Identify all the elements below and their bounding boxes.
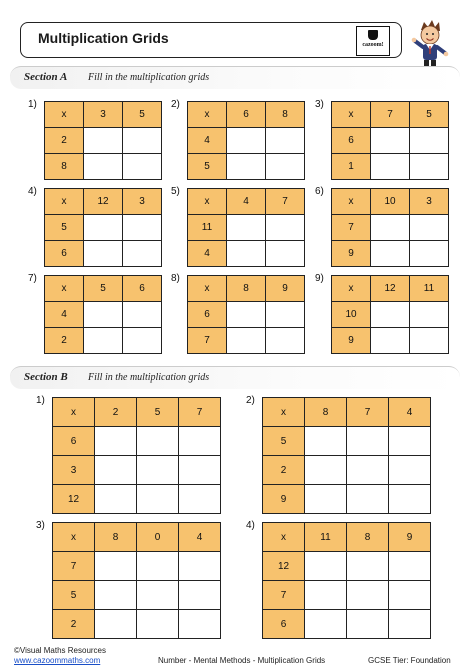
grid-corner: x bbox=[53, 523, 95, 552]
answer-cell[interactable] bbox=[137, 610, 179, 639]
grid-row-header: 2 bbox=[45, 128, 84, 154]
multiplication-grid bbox=[52, 522, 221, 639]
grid-column-header: 8 bbox=[347, 523, 389, 552]
grid-column-header: 12 bbox=[371, 276, 410, 302]
answer-cell[interactable] bbox=[95, 456, 137, 485]
grid-corner: x bbox=[332, 102, 371, 128]
answer-cell[interactable] bbox=[227, 128, 266, 154]
section-a-bar bbox=[10, 66, 460, 89]
multiplication-grid bbox=[262, 522, 431, 639]
grid-row bbox=[53, 398, 221, 427]
grid-row bbox=[53, 523, 221, 552]
answer-cell[interactable] bbox=[137, 552, 179, 581]
grid-row bbox=[332, 102, 449, 128]
grid-row bbox=[332, 215, 449, 241]
grid-row bbox=[45, 102, 162, 128]
answer-cell[interactable] bbox=[305, 456, 347, 485]
grid-column-header: 7 bbox=[347, 398, 389, 427]
grid-row bbox=[263, 552, 431, 581]
grid-column-header: 7 bbox=[371, 102, 410, 128]
answer-cell[interactable] bbox=[371, 215, 410, 241]
grid-row bbox=[332, 328, 449, 354]
answer-cell[interactable] bbox=[371, 154, 410, 180]
answer-cell[interactable] bbox=[84, 241, 123, 267]
answer-cell[interactable] bbox=[84, 128, 123, 154]
multiplication-grid bbox=[44, 101, 162, 180]
answer-cell[interactable] bbox=[266, 128, 305, 154]
grid-row bbox=[53, 485, 221, 514]
answer-cell[interactable] bbox=[123, 302, 162, 328]
answer-cell[interactable] bbox=[266, 241, 305, 267]
grid-column-header: 7 bbox=[266, 189, 305, 215]
answer-cell[interactable] bbox=[389, 552, 431, 581]
answer-cell[interactable] bbox=[95, 610, 137, 639]
answer-cell[interactable] bbox=[305, 485, 347, 514]
grid-row-header: 6 bbox=[263, 610, 305, 639]
grid-column-header: 9 bbox=[266, 276, 305, 302]
grid-row-header: 7 bbox=[53, 552, 95, 581]
answer-cell[interactable] bbox=[266, 328, 305, 354]
grid-column-header: 6 bbox=[227, 102, 266, 128]
grid-row-header: 4 bbox=[188, 241, 227, 267]
answer-cell[interactable] bbox=[123, 128, 162, 154]
answer-cell[interactable] bbox=[410, 328, 449, 354]
section-a-label: Section A bbox=[24, 71, 68, 83]
grid-column-header: 3 bbox=[123, 189, 162, 215]
grid-row bbox=[53, 610, 221, 639]
multiplication-grid bbox=[331, 188, 449, 267]
answer-cell[interactable] bbox=[347, 427, 389, 456]
footer-link[interactable] bbox=[14, 656, 100, 665]
answer-cell[interactable] bbox=[266, 302, 305, 328]
grid-row bbox=[45, 154, 162, 180]
grid-row-header: 9 bbox=[332, 328, 371, 354]
answer-cell[interactable] bbox=[84, 215, 123, 241]
grid-column-header: 8 bbox=[227, 276, 266, 302]
grid-column-header: 5 bbox=[123, 102, 162, 128]
grid-column-header: 2 bbox=[95, 398, 137, 427]
answer-cell[interactable] bbox=[179, 427, 221, 456]
answer-cell[interactable] bbox=[410, 215, 449, 241]
grid-row bbox=[45, 328, 162, 354]
multiplication-grid bbox=[187, 275, 305, 354]
answer-cell[interactable] bbox=[305, 610, 347, 639]
grid-column-header: 11 bbox=[410, 276, 449, 302]
grid-row bbox=[188, 276, 305, 302]
grid-row bbox=[332, 154, 449, 180]
grid-row-header: 9 bbox=[332, 241, 371, 267]
answer-cell[interactable] bbox=[371, 302, 410, 328]
answer-cell[interactable] bbox=[305, 552, 347, 581]
question-number: 4) bbox=[246, 520, 255, 531]
grid-column-header: 11 bbox=[305, 523, 347, 552]
grid-row bbox=[45, 241, 162, 267]
grid-row bbox=[188, 328, 305, 354]
answer-cell[interactable] bbox=[389, 610, 431, 639]
answer-cell[interactable] bbox=[410, 302, 449, 328]
grid-corner: x bbox=[332, 276, 371, 302]
grid-row-header: 5 bbox=[263, 427, 305, 456]
grid-row-header: 7 bbox=[263, 581, 305, 610]
answer-cell[interactable] bbox=[347, 610, 389, 639]
question-number: 2) bbox=[246, 395, 255, 406]
grid-row bbox=[188, 241, 305, 267]
question-number: 8) bbox=[171, 273, 180, 284]
grid-row bbox=[45, 215, 162, 241]
question-number: 5) bbox=[171, 186, 180, 197]
answer-cell[interactable] bbox=[137, 427, 179, 456]
answer-cell[interactable] bbox=[84, 302, 123, 328]
page-title: Multiplication Grids bbox=[38, 30, 169, 46]
grid-row bbox=[53, 552, 221, 581]
question-number: 3) bbox=[315, 99, 324, 110]
grid-corner: x bbox=[188, 276, 227, 302]
answer-cell[interactable] bbox=[84, 328, 123, 354]
grid-row bbox=[53, 456, 221, 485]
grid-row-header: 2 bbox=[45, 328, 84, 354]
grid-column-header: 4 bbox=[179, 523, 221, 552]
answer-cell[interactable] bbox=[227, 215, 266, 241]
grid-row-header: 4 bbox=[188, 128, 227, 154]
grid-row bbox=[263, 398, 431, 427]
cazoom-logo bbox=[356, 26, 390, 56]
grid-column-header: 5 bbox=[137, 398, 179, 427]
multiplication-grid bbox=[52, 397, 221, 514]
answer-cell[interactable] bbox=[410, 154, 449, 180]
grid-column-header: 10 bbox=[371, 189, 410, 215]
grid-column-header: 5 bbox=[84, 276, 123, 302]
answer-cell[interactable] bbox=[95, 427, 137, 456]
grid-column-header: 12 bbox=[84, 189, 123, 215]
grid-row bbox=[188, 215, 305, 241]
grid-row bbox=[45, 302, 162, 328]
grid-row bbox=[332, 128, 449, 154]
footer-copyright: ©Visual Maths Resources bbox=[14, 646, 107, 655]
grid-column-header: 6 bbox=[123, 276, 162, 302]
grid-row bbox=[188, 302, 305, 328]
answer-cell[interactable] bbox=[227, 241, 266, 267]
answer-cell[interactable] bbox=[95, 581, 137, 610]
answer-cell[interactable] bbox=[410, 128, 449, 154]
answer-cell[interactable] bbox=[179, 610, 221, 639]
grid-corner: x bbox=[45, 102, 84, 128]
answer-cell[interactable] bbox=[371, 241, 410, 267]
question-number: 2) bbox=[171, 99, 180, 110]
grid-row bbox=[188, 102, 305, 128]
grid-row-header: 10 bbox=[332, 302, 371, 328]
footer-topic: Number - Mental Methods - Multiplication Grids bbox=[158, 656, 326, 665]
answer-cell[interactable] bbox=[123, 215, 162, 241]
answer-cell[interactable] bbox=[389, 456, 431, 485]
grid-corner: x bbox=[263, 398, 305, 427]
answer-cell[interactable] bbox=[347, 581, 389, 610]
multiplication-grid bbox=[262, 397, 431, 514]
answer-cell[interactable] bbox=[371, 328, 410, 354]
grid-row bbox=[332, 241, 449, 267]
grid-row bbox=[53, 581, 221, 610]
grid-row bbox=[188, 189, 305, 215]
answer-cell[interactable] bbox=[137, 485, 179, 514]
answer-cell[interactable] bbox=[266, 215, 305, 241]
grid-row-header: 6 bbox=[332, 128, 371, 154]
grid-row bbox=[263, 427, 431, 456]
grid-column-header: 7 bbox=[179, 398, 221, 427]
answer-cell[interactable] bbox=[179, 581, 221, 610]
grid-row bbox=[45, 276, 162, 302]
answer-cell[interactable] bbox=[305, 427, 347, 456]
question-number: 9) bbox=[315, 273, 324, 284]
answer-cell[interactable] bbox=[389, 581, 431, 610]
logo-text: cazoom! bbox=[362, 42, 384, 48]
grid-row-header: 1 bbox=[332, 154, 371, 180]
question-number: 3) bbox=[36, 520, 45, 531]
grid-corner: x bbox=[188, 102, 227, 128]
grid-column-header: 3 bbox=[410, 189, 449, 215]
grid-row bbox=[263, 610, 431, 639]
grid-row bbox=[53, 427, 221, 456]
grid-row bbox=[263, 485, 431, 514]
question-number: 1) bbox=[28, 99, 37, 110]
grid-corner: x bbox=[45, 276, 84, 302]
answer-cell[interactable] bbox=[347, 552, 389, 581]
grid-row-header: 5 bbox=[188, 154, 227, 180]
grid-corner: x bbox=[263, 523, 305, 552]
footer-link-text[interactable]: www.cazoommaths.com bbox=[14, 656, 101, 665]
answer-cell[interactable] bbox=[347, 485, 389, 514]
logo-glyph-icon bbox=[368, 30, 378, 40]
grid-row bbox=[332, 302, 449, 328]
question-number: 4) bbox=[28, 186, 37, 197]
multiplication-grid bbox=[331, 101, 449, 180]
section-a-instruction: Fill in the multiplication grids bbox=[88, 72, 210, 83]
answer-cell[interactable] bbox=[137, 581, 179, 610]
grid-column-header: 8 bbox=[266, 102, 305, 128]
grid-column-header: 8 bbox=[95, 523, 137, 552]
grid-column-header: 8 bbox=[305, 398, 347, 427]
answer-cell[interactable] bbox=[371, 128, 410, 154]
answer-cell[interactable] bbox=[389, 427, 431, 456]
grid-corner: x bbox=[53, 398, 95, 427]
grid-row bbox=[263, 581, 431, 610]
answer-cell[interactable] bbox=[179, 485, 221, 514]
grid-row-header: 8 bbox=[45, 154, 84, 180]
grid-row bbox=[263, 523, 431, 552]
answer-cell[interactable] bbox=[179, 456, 221, 485]
multiplication-grid bbox=[187, 101, 305, 180]
answer-cell[interactable] bbox=[227, 328, 266, 354]
answer-cell[interactable] bbox=[95, 485, 137, 514]
multiplication-grid bbox=[44, 188, 162, 267]
answer-cell[interactable] bbox=[227, 154, 266, 180]
section-b-label: Section B bbox=[24, 371, 68, 383]
answer-cell[interactable] bbox=[137, 456, 179, 485]
question-number: 1) bbox=[36, 395, 45, 406]
grid-row-header: 6 bbox=[53, 427, 95, 456]
grid-corner: x bbox=[332, 189, 371, 215]
grid-column-header: 4 bbox=[389, 398, 431, 427]
question-number: 6) bbox=[315, 186, 324, 197]
grid-row bbox=[263, 456, 431, 485]
answer-cell[interactable] bbox=[410, 241, 449, 267]
grid-row-header: 9 bbox=[263, 485, 305, 514]
section-b-instruction: Fill in the multiplication grids bbox=[88, 372, 210, 383]
grid-row-header: 7 bbox=[188, 328, 227, 354]
grid-row-header: 6 bbox=[188, 302, 227, 328]
grid-row-header: 5 bbox=[45, 215, 84, 241]
grid-column-header: 4 bbox=[227, 189, 266, 215]
answer-cell[interactable] bbox=[123, 328, 162, 354]
grid-row bbox=[188, 154, 305, 180]
grid-row bbox=[332, 276, 449, 302]
answer-cell[interactable] bbox=[266, 154, 305, 180]
grid-row-header: 6 bbox=[45, 241, 84, 267]
section-b-bar bbox=[10, 366, 460, 389]
grid-column-header: 5 bbox=[410, 102, 449, 128]
grid-column-header: 9 bbox=[389, 523, 431, 552]
grid-column-header: 3 bbox=[84, 102, 123, 128]
answer-cell[interactable] bbox=[347, 456, 389, 485]
grid-row-header: 11 bbox=[188, 215, 227, 241]
multiplication-grid bbox=[331, 275, 449, 354]
grid-corner: x bbox=[45, 189, 84, 215]
grid-row-header: 7 bbox=[332, 215, 371, 241]
footer-tier: GCSE Tier: Foundation bbox=[368, 656, 451, 665]
grid-row bbox=[188, 128, 305, 154]
answer-cell[interactable] bbox=[95, 552, 137, 581]
grid-row-header: 12 bbox=[263, 552, 305, 581]
grid-corner: x bbox=[188, 189, 227, 215]
answer-cell[interactable] bbox=[84, 154, 123, 180]
grid-row-header: 2 bbox=[263, 456, 305, 485]
grid-row-header: 2 bbox=[53, 610, 95, 639]
grid-column-header: 0 bbox=[137, 523, 179, 552]
multiplication-grid bbox=[187, 188, 305, 267]
question-number: 7) bbox=[28, 273, 37, 284]
answer-cell[interactable] bbox=[305, 581, 347, 610]
multiplication-grid bbox=[44, 275, 162, 354]
grid-row bbox=[45, 128, 162, 154]
answer-cell[interactable] bbox=[179, 552, 221, 581]
grid-row bbox=[45, 189, 162, 215]
grid-row bbox=[332, 189, 449, 215]
grid-row-header: 5 bbox=[53, 581, 95, 610]
grid-row-header: 12 bbox=[53, 485, 95, 514]
grid-row-header: 3 bbox=[53, 456, 95, 485]
answer-cell[interactable] bbox=[123, 241, 162, 267]
answer-cell[interactable] bbox=[389, 485, 431, 514]
answer-cell[interactable] bbox=[227, 302, 266, 328]
answer-cell[interactable] bbox=[123, 154, 162, 180]
grid-row-header: 4 bbox=[45, 302, 84, 328]
